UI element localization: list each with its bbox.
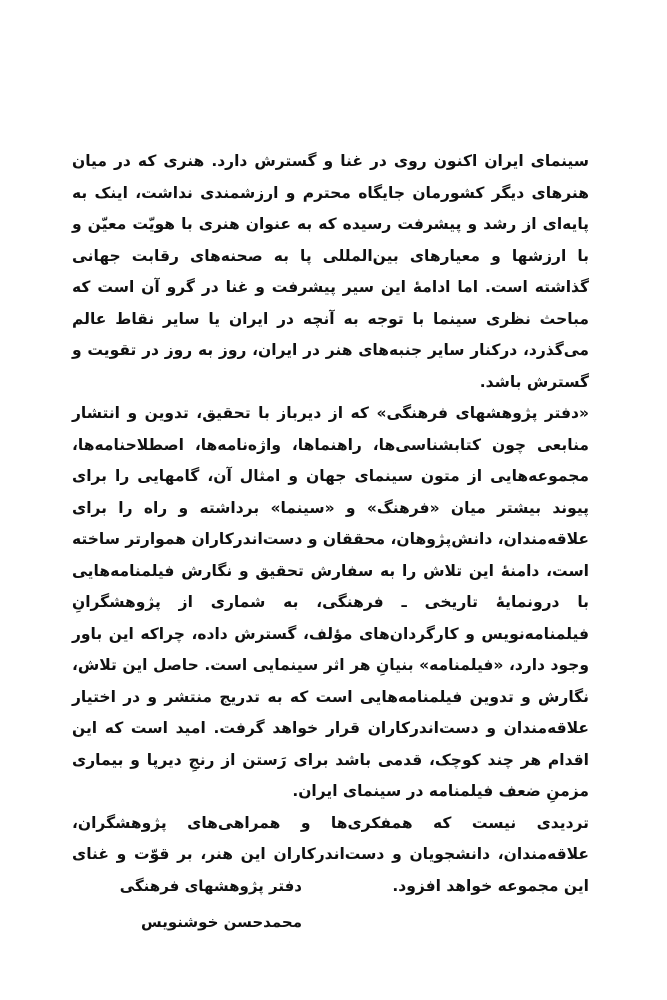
paragraph-intro: سینمای ایران اکنون روی در غنا و گسترش دارد. هنری که در میان هنرهای دیگر کشورمان جایگاه محترم و ارزشمندی نداشت، اینک به پایه‌ای از رشد و پیشرفت رسیده که به عنوان هنری با هویّت معیّن و با ارزشها و معیارهای بین‌المللی پا به صحنه‌های رقابت جهانی گذاشته است. اما ادامهٔ این سیر پیشرفت و غنا در گرو آن است که مباحث نظری سینما با توجه به آنچه در ایران یا سایر نقاط عالم می‌گذرد، درکنار سایر جنبه‌های هنر در ایران، روز به روز در تقویت و گسترش باشد.: [72, 152, 589, 391]
paragraph-office: «دفتر پژوهشهای فرهنگی» که از دیرباز با تحقیق، تدوین و انتشار منابعی چون کتابشناسی‌ها، راهنماها، واژه‌نامه‌ها، اصطلاحنامه‌ها، مجموعه‌هایی از متون سینمای جهان و امثال آن، گامهایی را برای پیوند بیشتر میان «فرهنگ» و «سینما» برداشته و راه را برای علاقه‌مندان، دانش‌پژوهان، محققان و دست‌اندرکاران هموارتر ساخته است، دامنهٔ این تلاش را به سفارش تحقیق و نگارش فیلمنامه‌هایی با درونمایهٔ تاریخی ـ فرهنگی، به شماری از پژوهشگرانِ فیلمنامه‌نویس و کارگردان‌های مؤلف، گسترش داده، چراکه این باور وجود دارد، «فیلمنامه» بنیانِ هر اثر سینمایی است. حاصل این تلاش، نگارش و تدوین فیلمنامه‌هایی است که به تدریج منتشر و در اختیار علاقه‌مندان و دست‌اندرکاران قرار خواهد گرفت. امید است که این اقدام هر چند کوچک، قدمی باشد برای رَستن از رنجِ دیرپا و بیماری مزمنِ ضعف فیلمنامه در سینمای ایران.: [72, 404, 589, 800]
signature-block: [72, 868, 302, 940]
signature-name: محمدحسن خوشنویس: [141, 913, 302, 931]
preface-text: [72, 146, 589, 902]
paragraph-closing: تردیدی نیست که همفکری‌ها و همراهی‌های پژوهشگران، علاقه‌مندان، دانشجویان و دست‌اندرکاران این هنر، بر قوّت و غنای این مجموعه خواهد افزود.: [72, 813, 589, 895]
signature-office: دفتر پژوهشهای فرهنگی: [119, 877, 302, 895]
